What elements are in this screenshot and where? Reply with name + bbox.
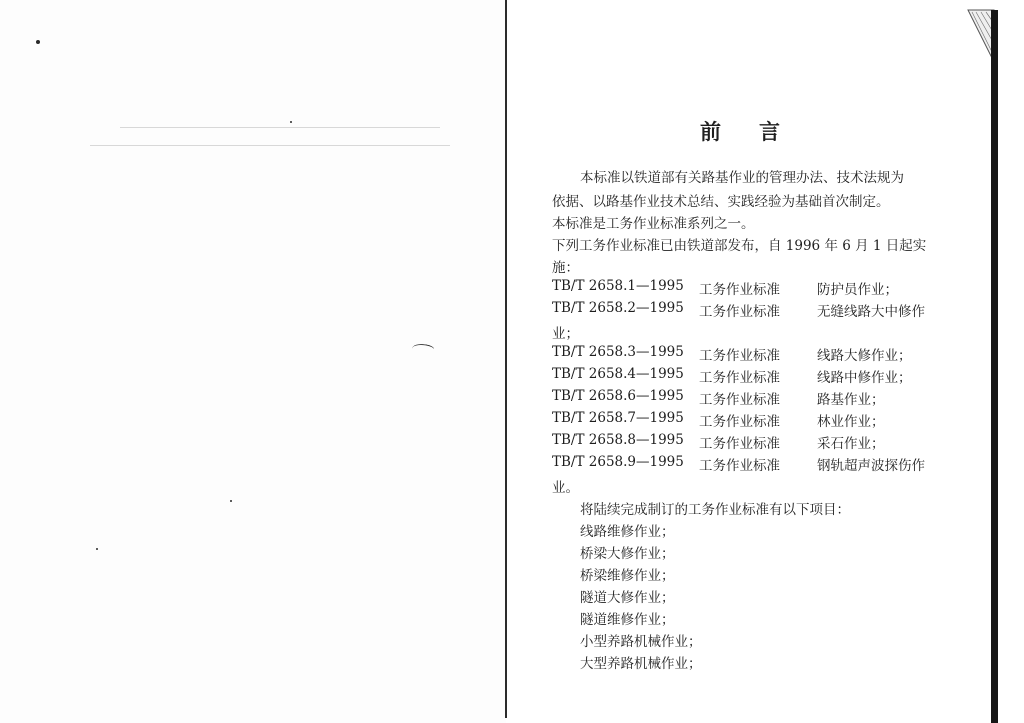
intro-paragraph-line: 依据、以路基作业技术总结、实践经验为基础首次制定。 bbox=[552, 194, 890, 210]
standard-code: TB/T 2658.9—1995 bbox=[552, 454, 684, 470]
standard-name: 线路大修作业； bbox=[817, 348, 912, 364]
standard-name: 防护员作业； bbox=[817, 282, 898, 298]
standard-name: 采石作业； bbox=[817, 436, 885, 452]
ink-speck bbox=[290, 121, 292, 123]
standard-name-wrap: 业。 bbox=[552, 480, 579, 496]
upcoming-item: 线路维修作业； bbox=[580, 524, 675, 540]
page-edge-shadow bbox=[991, 10, 998, 723]
upcoming-intro: 将陆续完成制订的工务作业标准有以下项目： bbox=[580, 502, 850, 518]
upcoming-item: 桥梁维修作业； bbox=[580, 568, 675, 584]
standard-name: 线路中修作业； bbox=[817, 370, 912, 386]
standard-type: 工务作业标准 bbox=[699, 436, 780, 452]
standard-code: TB/T 2658.7—1995 bbox=[552, 410, 684, 426]
left-page-blank bbox=[0, 0, 506, 723]
upcoming-item: 大型养路机械作业； bbox=[580, 656, 702, 672]
standard-name: 林业作业； bbox=[817, 414, 885, 430]
standard-type: 工务作业标准 bbox=[699, 458, 780, 474]
standard-type: 工务作业标准 bbox=[699, 348, 780, 364]
upcoming-item: 隧道大修作业； bbox=[580, 590, 675, 606]
ink-speck bbox=[230, 500, 232, 502]
standard-name: 钢轨超声波探伤作 bbox=[817, 458, 925, 474]
series-statement: 本标准是工务作业标准系列之一。 bbox=[552, 216, 755, 232]
bleed-through-line bbox=[90, 145, 450, 146]
standard-type: 工务作业标准 bbox=[699, 392, 780, 408]
ink-speck bbox=[96, 548, 98, 550]
upcoming-item: 小型养路机械作业； bbox=[580, 634, 702, 650]
issued-statement-wrap: 施： bbox=[552, 260, 579, 276]
standard-type: 工务作业标准 bbox=[699, 282, 780, 298]
standard-code: TB/T 2658.2—1995 bbox=[552, 300, 684, 316]
pencil-stroke-mark bbox=[411, 343, 434, 356]
upcoming-item: 隧道维修作业； bbox=[580, 612, 675, 628]
issued-statement: 下列工务作业标准已由铁道部发布，自 1996 年 6 月 1 日起实 bbox=[552, 238, 927, 254]
standard-name: 路基作业； bbox=[817, 392, 885, 408]
standard-code: TB/T 2658.3—1995 bbox=[552, 344, 684, 360]
standard-code: TB/T 2658.6—1995 bbox=[552, 388, 684, 404]
standard-type: 工务作业标准 bbox=[699, 370, 780, 386]
standard-code: TB/T 2658.4—1995 bbox=[552, 366, 684, 382]
standard-type: 工务作业标准 bbox=[699, 414, 780, 430]
intro-paragraph-line: 本标准以铁道部有关路基作业的管理办法、技术法规为 bbox=[580, 170, 904, 186]
standard-code: TB/T 2658.8—1995 bbox=[552, 432, 684, 448]
standard-code: TB/T 2658.1—1995 bbox=[552, 278, 684, 294]
foreword-title: 前言 bbox=[700, 119, 818, 144]
standard-type: 工务作业标准 bbox=[699, 304, 780, 320]
standard-name-wrap: 业； bbox=[552, 326, 579, 342]
upcoming-item: 桥梁大修作业； bbox=[580, 546, 675, 562]
ink-speck bbox=[36, 40, 40, 44]
standard-name: 无缝线路大中修作 bbox=[817, 304, 925, 320]
bleed-through-line bbox=[120, 127, 440, 128]
